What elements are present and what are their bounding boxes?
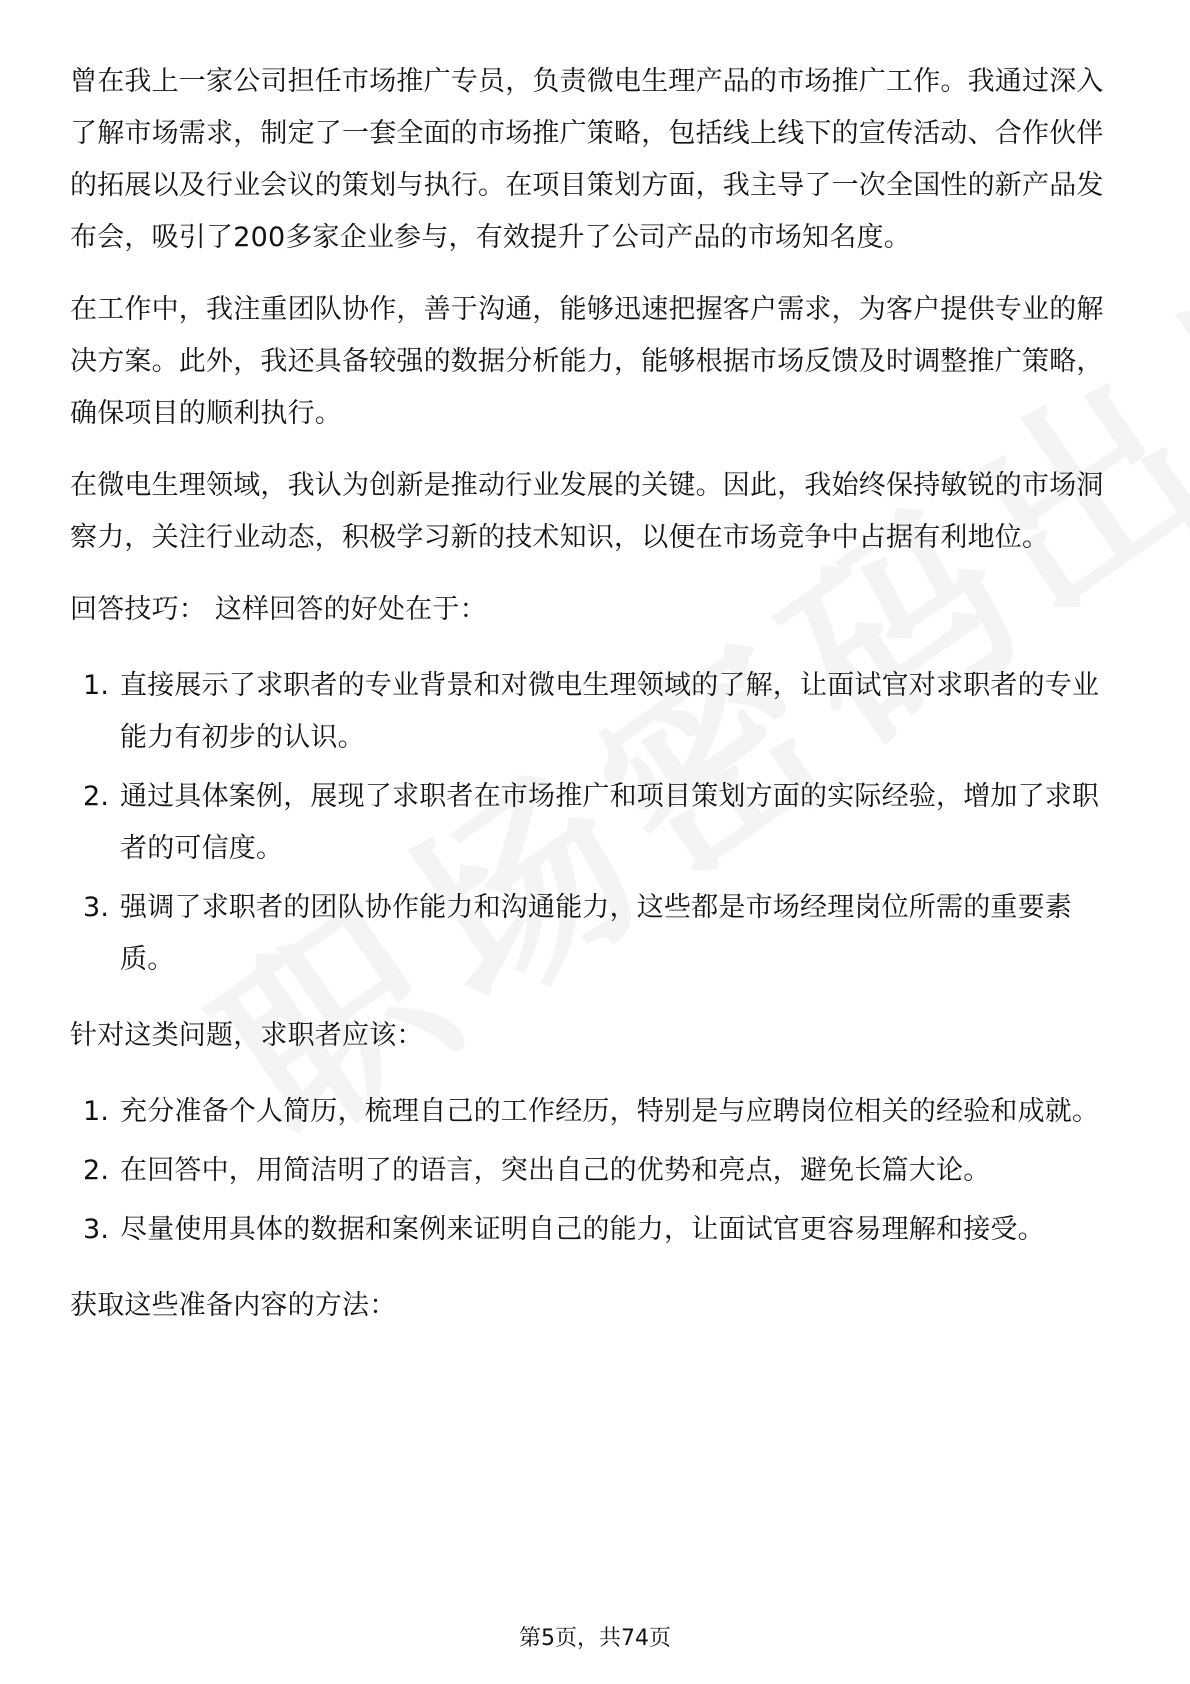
list-item	[70, 882, 1120, 986]
tips-heading: 回答技巧： 这样回答的好处在于：	[70, 594, 487, 625]
list-item	[70, 660, 1120, 764]
list-text: 强调了求职者的团队协作能力和沟通能力，这些都是市场经理岗位所需的重要素质。	[120, 892, 1072, 975]
list-item	[70, 1086, 1120, 1138]
list-text: 在回答中，用简洁明了的语言，突出自己的优势和亮点，避免长篇大论。	[120, 1155, 991, 1186]
list-text: 尽量使用具体的数据和案例来证明自己的能力，让面试官更容易理解和接受。	[120, 1214, 1045, 1245]
list-text: 直接展示了求职者的专业背景和对微电生理领域的了解，让面试官对求职者的专业能力有初步的认识。	[120, 670, 1100, 753]
page-footer: 第5页，共74页	[519, 1626, 671, 1651]
document-body	[70, 56, 1120, 1356]
list-text: 通过具体案例，展现了求职者在市场推广和项目策划方面的实际经验，增加了求职者的可信度。	[120, 781, 1100, 864]
list-number: 1.	[83, 1096, 110, 1127]
list-item	[70, 1204, 1120, 1256]
closing-heading: 获取这些准备内容的方法：	[70, 1290, 397, 1321]
list-number: 3.	[83, 1214, 110, 1245]
list-number: 2.	[83, 1155, 110, 1186]
list-number: 2.	[83, 781, 110, 812]
list-item	[70, 771, 1120, 875]
paragraph-experience: 曾在我上一家公司担任市场推广专员，负责微电生理产品的市场推广工作。我通过深入了解市场需求，制定了一套全面的市场推广策略，包括线上线下的宣传活动、合作伙伴的拓展以及行业会议的策划与执行。在项目策划方面，我主导了一次全国性的新产品发布会，吸引了200多家企业参与，有效提升了公司产品的市场知名度。	[70, 66, 1104, 253]
advice-list	[70, 1086, 1120, 1256]
list-number: 3.	[83, 892, 110, 923]
paragraph-innovation: 在微电生理领域，我认为创新是推动行业发展的关键。因此，我始终保持敏锐的市场洞察力，关注行业动态，积极学习新的技术知识，以便在市场竞争中占据有利地位。	[70, 470, 1104, 553]
tips-list	[70, 660, 1120, 986]
list-text: 充分准备个人简历，梳理自己的工作经历，特别是与应聘岗位相关的经验和成就。	[120, 1096, 1100, 1127]
paragraph-teamwork: 在工作中，我注重团队协作，善于沟通，能够迅速把握客户需求，为客户提供专业的解决方案。此外，我还具备较强的数据分析能力，能够根据市场反馈及时调整推广策略，确保项目的顺利执行。	[70, 294, 1104, 429]
advice-heading: 针对这类问题，求职者应该：	[70, 1020, 424, 1051]
list-item	[70, 1145, 1120, 1197]
list-number: 1.	[83, 670, 110, 701]
